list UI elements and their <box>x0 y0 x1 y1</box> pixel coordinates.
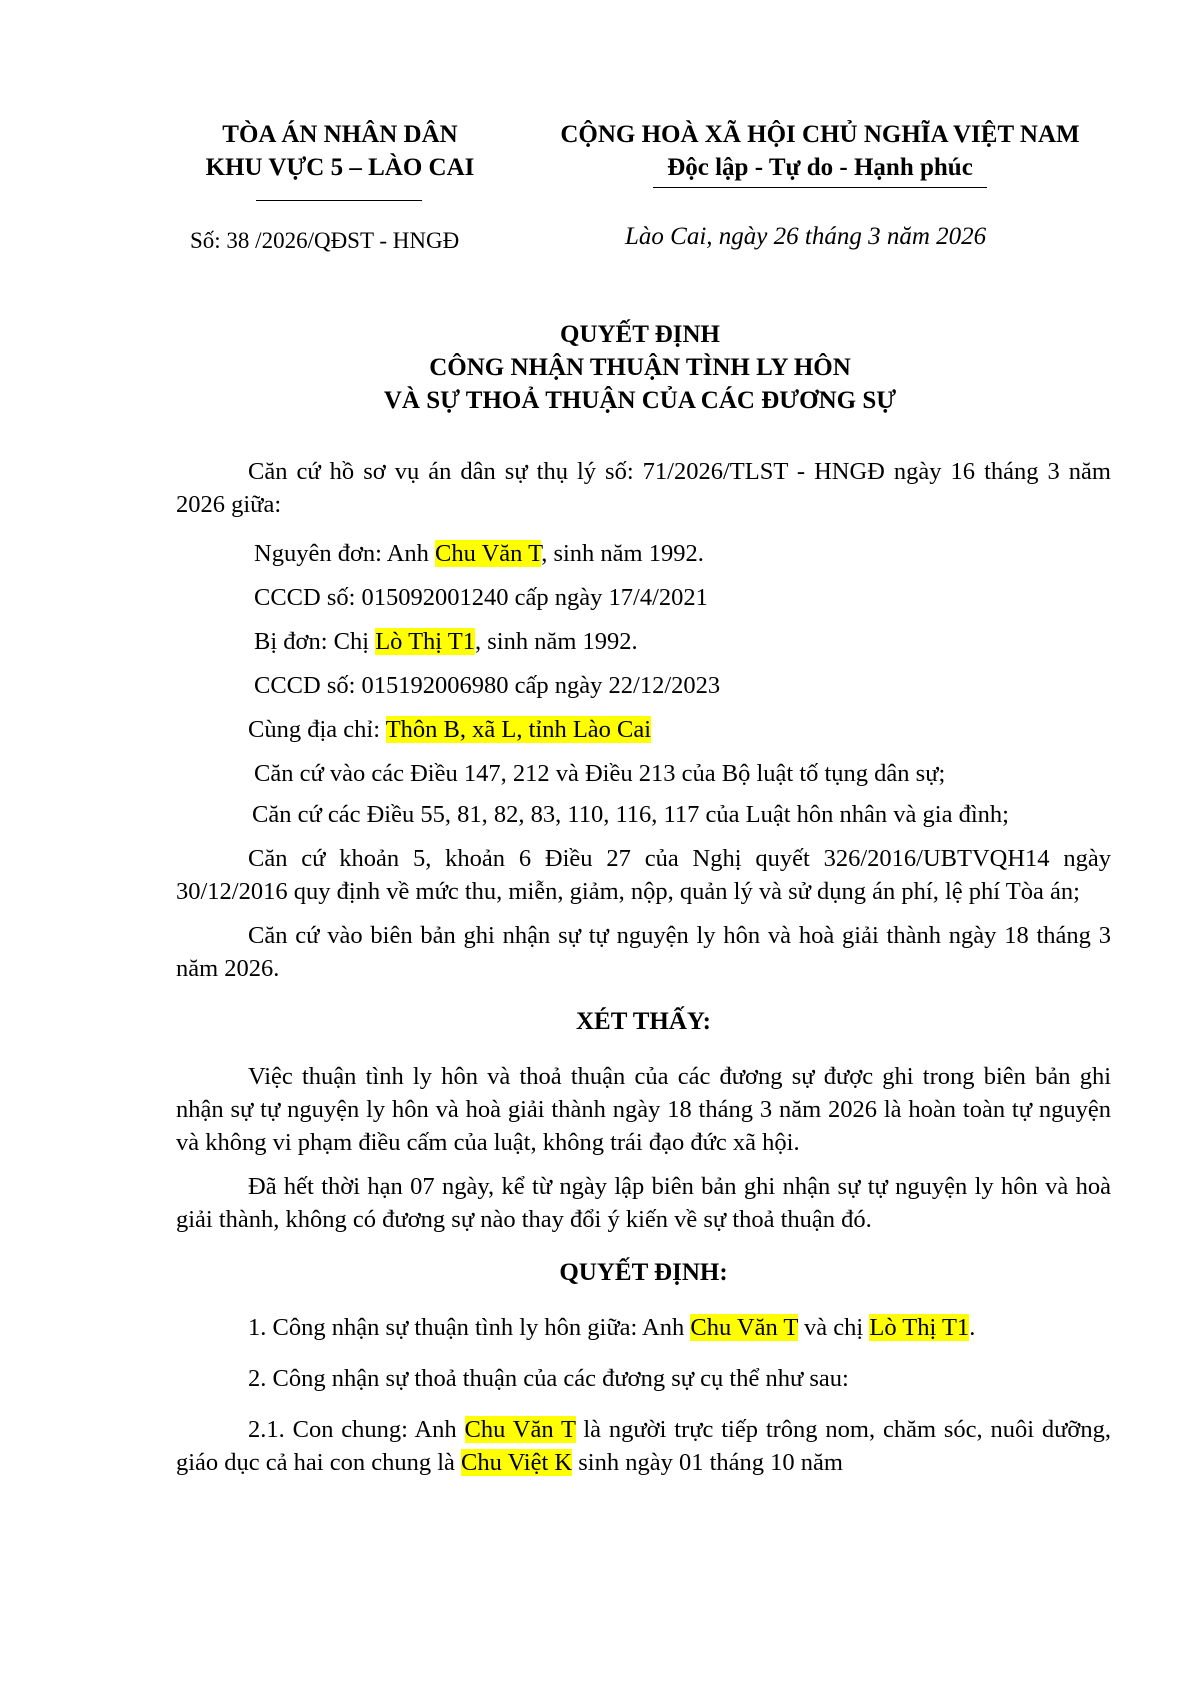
title-line1: QUYẾT ĐỊNH <box>560 321 720 348</box>
national-motto: Độc lập - Tự do - Hạnh phúc <box>653 151 987 188</box>
document-title <box>0 318 1190 417</box>
findings-heading: XÉT THẤY: <box>575 1008 711 1035</box>
defendant-line: Bị đơn: Chị Lò Thị T1, sinh năm 1992. <box>254 628 638 655</box>
title-line3: VÀ SỰ THOẢ THUẬN CỦA CÁC ĐƯƠNG SỰ <box>383 387 897 414</box>
plaintiff-name: Chu Văn T <box>435 540 542 567</box>
decision-name-1: Chu Văn T <box>690 1314 798 1341</box>
document-number: Số: 38 /2026/QĐST - HNGĐ <box>190 228 460 253</box>
address-line: Cùng địa chỉ: Thôn B, xã L, tỉnh Lào Cai <box>248 716 652 743</box>
document-body <box>176 455 1111 1479</box>
title-line2: CÔNG NHẬN THUẬN TÌNH LY HÔN <box>429 354 851 381</box>
court-name-line1: TÒA ÁN NHÂN DÂN <box>222 121 458 148</box>
custodian-name: Chu Văn T <box>464 1416 576 1443</box>
decision-item-2: 2. Công nhận sự thoả thuận của các đương sự cụ thể như sau: <box>248 1365 849 1392</box>
law-basis-3: Căn cứ khoản 5, khoản 6 Điều 27 của Nghị quyết 326/2016/UBTVQH14 ngày 30/12/2016 quy định về mức thu, miễn, giảm, nộp, quản lý và sử dụng án phí, lệ phí Tòa án; <box>176 845 1111 905</box>
findings-paragraph-1: Việc thuận tình ly hôn và thoả thuận của các đương sự được ghi trong biên bản ghi nhận sự tự nguyện ly hôn và hoà giải thành ngày 18 tháng 3 năm 2026 là hoàn toàn tự nguyện và không vi phạm điều cấm của luật, không trái đạo đức xã hội. <box>176 1063 1111 1156</box>
decision-item-1: 1. Công nhận sự thuận tình ly hôn giữa: Anh Chu Văn T và chị Lò Thị T1. <box>248 1314 976 1341</box>
decision-heading: QUYẾT ĐỊNH: <box>559 1259 728 1286</box>
decision-item-2-1: 2.1. Con chung: Anh Chu Văn T là người trực tiếp trông nom, chăm sóc, nuôi dưỡng, giáo dục cả hai con chung là Chu Việt K sinh ngày 01 tháng 10 năm <box>176 1416 1111 1476</box>
law-basis-2: Căn cứ các Điều 55, 81, 82, 83, 110, 116, 117 của Luật hôn nhân và gia đình; <box>252 801 1009 828</box>
findings-paragraph-2: Đã hết thời hạn 07 ngày, kể từ ngày lập biên bản ghi nhận sự tự nguyện ly hôn và hoà giải thành, không có đương sự nào thay đổi ý kiến về sự thoả thuận đó. <box>176 1173 1111 1233</box>
court-name-line2: KHU VỰC 5 – LÀO CAI <box>205 154 475 181</box>
court-divider <box>256 200 422 201</box>
decision-name-2: Lò Thị T1 <box>869 1314 970 1341</box>
plaintiff-line: Nguyên đơn: Anh Chu Văn T, sinh năm 1992. <box>254 540 704 567</box>
plaintiff-id: CCCD số: 015092001240 cấp ngày 17/4/2021 <box>254 584 708 611</box>
child-name: Chu Việt K <box>461 1449 573 1476</box>
national-header-block <box>520 118 1120 188</box>
defendant-id: CCCD số: 015192006980 cấp ngày 22/12/2023 <box>254 672 721 699</box>
document-date: Lào Cai, ngày 26 tháng 3 năm 2026 <box>625 223 987 250</box>
defendant-name: Lò Thị T1 <box>375 628 476 655</box>
case-file-basis: Căn cứ hồ sơ vụ án dân sự thụ lý số: 71/2026/TLST - HNGĐ ngày 16 tháng 3 năm 2026 giữa: <box>176 458 1111 518</box>
address-value: Thôn B, xã L, tỉnh Lào Cai <box>385 716 652 743</box>
court-name-block <box>170 118 510 184</box>
country-name: CỘNG HOÀ XÃ HỘI CHỦ NGHĨA VIỆT NAM <box>560 121 1080 148</box>
law-basis-1: Căn cứ vào các Điều 147, 212 và Điều 213 của Bộ luật tố tụng dân sự; <box>254 760 946 787</box>
law-basis-4: Căn cứ vào biên bản ghi nhận sự tự nguyện ly hôn và hoà giải thành ngày 18 tháng 3 năm 2026. <box>176 922 1111 982</box>
